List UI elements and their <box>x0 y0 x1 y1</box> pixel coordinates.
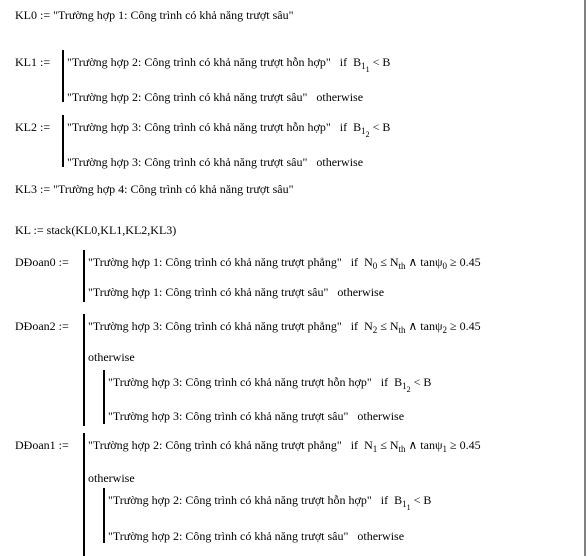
kl1-program-bar <box>62 50 64 102</box>
ddoan1-nested-branch-otherwise[interactable] <box>108 529 404 543</box>
ddoan1-condition: $N_1 \le N_{th}$ ∧ tanψ$_1$ ≥ 0.45 <box>364 438 481 454</box>
kl2-otherwise-keyword: otherwise <box>316 155 364 169</box>
ddoan1-if-keyword: if <box>350 438 359 452</box>
kl1-if-keyword: if <box>339 55 348 69</box>
ddoan1-program-bar <box>83 433 85 556</box>
ddoan2-program-bar <box>83 314 85 426</box>
kl1-condition: $B_{1_1} < B$ <box>353 55 391 74</box>
kl3-definition[interactable] <box>15 182 294 196</box>
ddoan0-branch-if[interactable] <box>88 255 481 269</box>
ddoan0-otherwise-keyword: otherwise <box>337 285 385 299</box>
kl1-label[interactable]: KL1 := <box>15 55 51 69</box>
kl0-expression: "Trường hợp 1: Công trình có khả năng trượt sâu" <box>53 8 294 22</box>
ddoan1-if-string: "Trường hợp 2: Công trình có khả năng trượt phẳng" <box>88 438 342 452</box>
ddoan2-nested-if-keyword: if <box>380 375 389 389</box>
kl3-expression: "Trường hợp 4: Công trình có khả năng trượt sâu" <box>53 182 294 196</box>
kl1-if-string: "Trường hợp 2: Công trình có khả năng trượt hỗn hợp" <box>67 55 331 69</box>
kl1-otherwise-keyword: otherwise <box>316 90 364 104</box>
ddoan2-condition: $N_2 \le N_{th}$ ∧ tanψ$_2$ ≥ 0.45 <box>364 319 481 335</box>
ddoan2-nested-program-bar <box>103 370 105 424</box>
ddoan1-nested-condition: $B_{1_1} < B$ <box>394 493 432 512</box>
ddoan2-nested-otherwise-string: "Trường hợp 3: Công trình có khả năng trượt sâu" <box>108 409 349 423</box>
ddoan0-branch-otherwise[interactable] <box>88 285 384 299</box>
ddoan2-nested-branch-otherwise[interactable] <box>108 409 404 423</box>
ddoan1-nested-program-bar <box>103 488 105 543</box>
ddoan1-otherwise-keyword[interactable]: otherwise <box>88 471 135 485</box>
ddoan1-label[interactable]: DĐoan1 := <box>15 438 69 452</box>
ddoan1-branch-if[interactable] <box>88 438 481 452</box>
ddoan2-otherwise-keyword[interactable]: otherwise <box>88 350 135 364</box>
ddoan2-nested-branch-if[interactable] <box>108 375 432 394</box>
kl2-branch-if[interactable] <box>67 120 391 139</box>
kl1-branch-if[interactable] <box>67 55 391 74</box>
kl2-otherwise-string: "Trường hợp 3: Công trình có khả năng trượt sâu" <box>67 155 308 169</box>
ddoan1-nested-if-keyword: if <box>380 493 389 507</box>
kl1-branch-otherwise[interactable] <box>67 90 363 104</box>
kl2-branch-otherwise[interactable] <box>67 155 363 169</box>
kl-label: KL := <box>15 223 44 237</box>
kl1-otherwise-string: "Trường hợp 2: Công trình có khả năng trượt sâu" <box>67 90 308 104</box>
ddoan2-if-keyword: if <box>350 319 359 333</box>
ddoan1-nested-otherwise-string: "Trường hợp 2: Công trình có khả năng trượt sâu" <box>108 529 349 543</box>
ddoan0-label[interactable]: DĐoan0 := <box>15 255 69 269</box>
ddoan0-program-bar <box>83 250 85 302</box>
ddoan1-nested-branch-if[interactable] <box>108 493 432 512</box>
ddoan2-nested-if-string: "Trường hợp 3: Công trình có khả năng trượt hỗn hợp" <box>108 375 372 389</box>
ddoan0-condition: $N_0 \le N_{th}$ ∧ tanψ$_0$ ≥ 0.45 <box>364 255 481 271</box>
ddoan1-nested-if-string: "Trường hợp 2: Công trình có khả năng trượt hỗn hợp" <box>108 493 372 507</box>
kl2-if-string: "Trường hợp 3: Công trình có khả năng trượt hỗn hợp" <box>67 120 331 134</box>
ddoan0-if-keyword: if <box>350 255 359 269</box>
ddoan2-nested-otherwise-keyword: otherwise <box>357 409 405 423</box>
ddoan1-nested-otherwise-keyword: otherwise <box>357 529 405 543</box>
ddoan2-if-string: "Trường hợp 3: Công trình có khả năng trượt phẳng" <box>88 319 342 333</box>
ddoan2-branch-if[interactable] <box>88 319 481 333</box>
kl2-label[interactable]: KL2 := <box>15 120 51 134</box>
kl2-program-bar <box>62 115 64 167</box>
ddoan0-otherwise-string: "Trường hợp 1: Công trình có khả năng trượt sâu" <box>88 285 329 299</box>
kl-stack-definition[interactable] <box>15 223 176 237</box>
kl3-label: KL3 := <box>15 182 51 196</box>
ddoan2-label[interactable]: DĐoan2 := <box>15 319 69 333</box>
kl2-condition: $B_{1_2} < B$ <box>353 120 391 139</box>
kl0-definition[interactable] <box>15 8 294 22</box>
kl2-if-keyword: if <box>339 120 348 134</box>
kl0-label: KL0 := <box>15 8 51 22</box>
kl-stack-expression: stack(KL0,KL1,KL2,KL3) <box>46 223 177 237</box>
ddoan0-if-string: "Trường hợp 1: Công trình có khả năng trượt phẳng" <box>88 255 342 269</box>
ddoan2-nested-condition: $B_{1_2} < B$ <box>394 375 432 394</box>
